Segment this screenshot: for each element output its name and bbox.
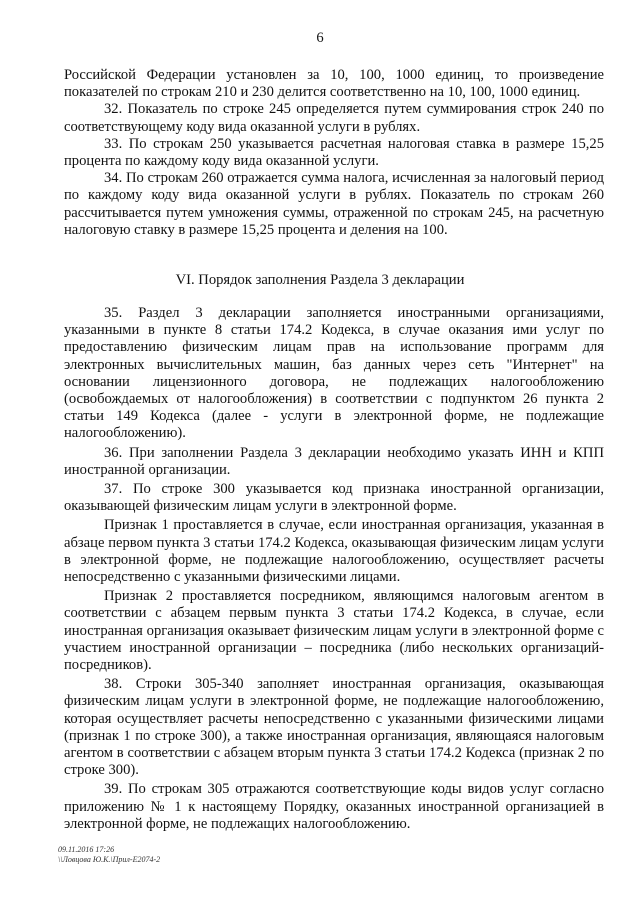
paragraph-sign-1: Признак 1 проставляется в случае, если иностранная организация, указанная в абзаце первом пункта 3 статьи 174.2 Кодекса, оказывающая физическим лицам услуги в электронной форме, не подлежащие налогообложению, осуществляет расчеты непосредственно с указанными физическими лицами. bbox=[64, 517, 604, 586]
paragraph-34: 34. По строкам 260 отражается сумма налога, исчисленная за налоговый период по каждому коду вида оказанной услуги в рублях. Показатель по строкам 260 рассчитывается путем умножения суммы, отраженной по строкам 245, на расчетную налоговую ставку в размере 15,25 процента и деления на 100. bbox=[64, 170, 604, 238]
paragraph-continuation: Российской Федерации установлен за 10, 100, 1000 единиц, то произведение показателей по строкам 210 и 230 делится соответственно на 10, 100, 1000 единиц. bbox=[64, 67, 604, 101]
section-heading: VI. Порядок заполнения Раздела 3 декларации bbox=[175, 272, 465, 288]
body-text-section bbox=[64, 305, 604, 833]
body-text-top bbox=[64, 67, 604, 239]
paragraph-32: 32. Показатель по строке 245 определяется путем суммирования строк 240 по соответствующему коду вида оказанной услуги в рублях. bbox=[64, 101, 604, 135]
footer-stamp bbox=[58, 845, 160, 865]
paragraph-36: 36. При заполнении Раздела 3 декларации необходимо указать ИНН и КПП иностранной организации. bbox=[64, 444, 604, 478]
paragraph-sign-2: Признак 2 проставляется посредником, являющимся налоговым агентом в соответствии с абзацем первым пункта 3 статьи 174.2 Кодекса, в случае, если иностранная организация оказывает физическим лицам услуги в электронной форме с участием иностранной организации – посредника (либо нескольких организаций-посредников). bbox=[64, 588, 604, 674]
footer-path: \\Ловцова Ю.К.\Прил-Е2074-2 bbox=[58, 855, 161, 864]
paragraph-37: 37. По строке 300 указывается код признака иностранной организации, оказывающей физическим лицам услуги в электронной форме. bbox=[64, 481, 604, 515]
paragraph-39: 39. По строкам 305 отражаются соответствующие коды видов услуг согласно приложению № 1 к настоящему Порядку, оказанных иностранной организацией в электронной форме, не подлежащих налогообложению. bbox=[64, 781, 604, 832]
page-number: 6 bbox=[316, 30, 324, 46]
paragraph-38: 38. Строки 305-340 заполняет иностранная организация, оказывающая физическим лицам услуги в электронной форме, не подлежащие налогообложению, которая осуществляет расчеты непосредственно с указанными физическими лицами (признак 1 по строке 300), а также иностранная организация, являющаяся налоговым агентом в соответствии с абзацем вторым пункта 3 статьи 174.2 Кодекса (признак 2 по строке 300). bbox=[64, 676, 604, 779]
paragraph-33: 33. По строкам 250 указывается расчетная налоговая ставка в размере 15,25 процента по каждому коду вида оказанной услуги. bbox=[64, 135, 604, 170]
footer-date: 09.11.2016 17:26 bbox=[58, 845, 115, 854]
paragraph-35: 35. Раздел 3 декларации заполняется иностранными организациями, указанными в пункте 8 статьи 174.2 Кодекса, в случае оказания ими услуг по предоставлению физическим лицам прав на использование программ для электронных вычислительных машин, баз данных через сеть "Интернет" на основании лицензионного договора, не подлежащих налогообложению (освобождаемых от налогообложения) в соответствии с подпунктом 26 пункта 2 статьи 149 Кодекса (далее - услуги в электронной форме, не подлежащие налогообложению). bbox=[64, 305, 604, 442]
